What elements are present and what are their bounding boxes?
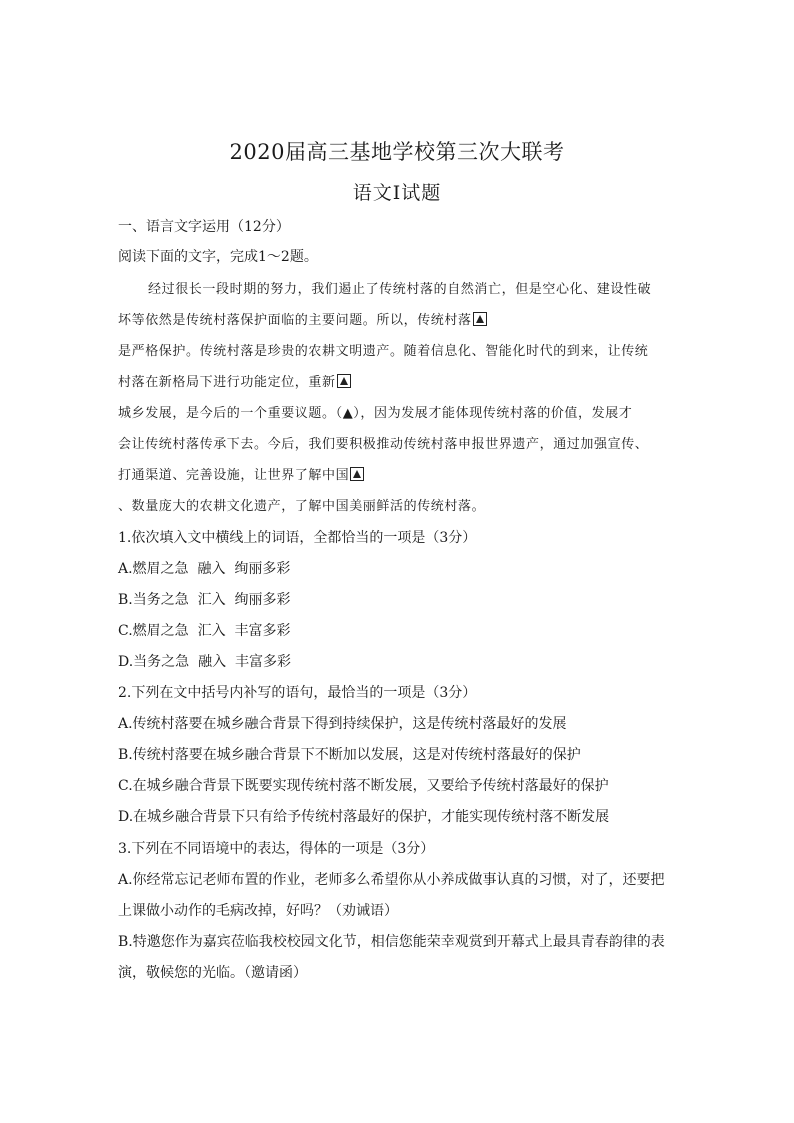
passage-line: 坏等依然是传统村落保护面临的主要问题。所以，传统村落 — [118, 312, 678, 330]
question-3-option-b-line: 演，敬候您的光临。（邀请函） — [118, 965, 307, 981]
passage-line: 经过很长一段时期的努力，我们遏止了传统村落的自然消亡，但是空心化、建设性破 — [148, 282, 652, 297]
passage-line: 城乡发展，是今后的一个重要议题。（▲），因为发展才能体现传统村落的价值，发展才 — [118, 406, 633, 421]
question-2-option-b: B.传统村落要在城乡融合背景下不断加以发展，这是对传统村落最好的保护 — [118, 747, 581, 763]
exam-subtitle: 语文Ⅰ试题 — [352, 182, 442, 204]
question-3-option-a-line: A.你经常忘记老师布置的作业，老师多么希望你从小养成做事认真的习惯，对了，还要把 — [118, 872, 665, 888]
question-3-option-b-line: B.特邀您作为嘉宾莅临我校校园文化节，相信您能荣幸观赏到开幕式上最具青春韵律的表 — [118, 934, 665, 950]
question-1-option-d: D.当务之急 融入 丰富多彩 — [118, 654, 291, 670]
blank-triangle-icon — [473, 312, 487, 326]
question-2-option-d: D.在城乡融合背景下只有给予传统村落最好的保护，才能实现传统村落不断发展 — [118, 809, 610, 825]
blank-triangle-icon — [350, 467, 364, 481]
question-1-option-c: C.燃眉之急 汇入 丰富多彩 — [118, 623, 291, 639]
passage-line: 是严格保护。传统村落是珍贵的农耕文明遗产。随着信息化、智能化时代的到来，让传统 — [118, 344, 649, 359]
passage-line: 村落在新格局下进行功能定位，重新 — [118, 374, 678, 392]
section-heading: 一、语言文字运用（12分） — [118, 219, 290, 235]
exam-title: 2020届高三基地学校第三次大联考 — [229, 140, 565, 164]
question-3-option-a-line: 上课做小动作的毛病改掉，好吗？（劝诫语） — [118, 903, 398, 919]
section-instruction: 阅读下面的文字，完成1～2题。 — [118, 249, 318, 265]
question-1-option-b: B.当务之急 汇入 绚丽多彩 — [118, 592, 291, 608]
passage-line: 打通渠道、完善设施，让世界了解中国 — [118, 467, 678, 485]
blank-triangle-icon — [337, 374, 351, 388]
passage-line: 、数量庞大的农耕文化遗产，了解中国美丽鲜活的传统村落。 — [118, 499, 486, 514]
passage-line: 会让传统村落传承下去。今后，我们要积极推动传统村落申报世界遗产，通过加强宣传、 — [118, 437, 649, 452]
question-2-stem: 2.下列在文中括号内补写的语句，最恰当的一项是（3分） — [118, 685, 477, 701]
question-3-stem: 3.下列在不同语境中的表达，得体的一项是（3分） — [118, 841, 435, 857]
question-1-stem: 1.依次填入文中横线上的词语，全都恰当的一项是（3分） — [118, 530, 477, 546]
question-2-option-c: C.在城乡融合背景下既要实现传统村落不断发展，又要给予传统村落最好的保护 — [118, 778, 609, 794]
question-2-option-a: A.传统村落要在城乡融合背景下得到持续保护，这是传统村落最好的发展 — [118, 716, 567, 732]
question-1-option-a: A.燃眉之急 融入 绚丽多彩 — [118, 561, 291, 577]
